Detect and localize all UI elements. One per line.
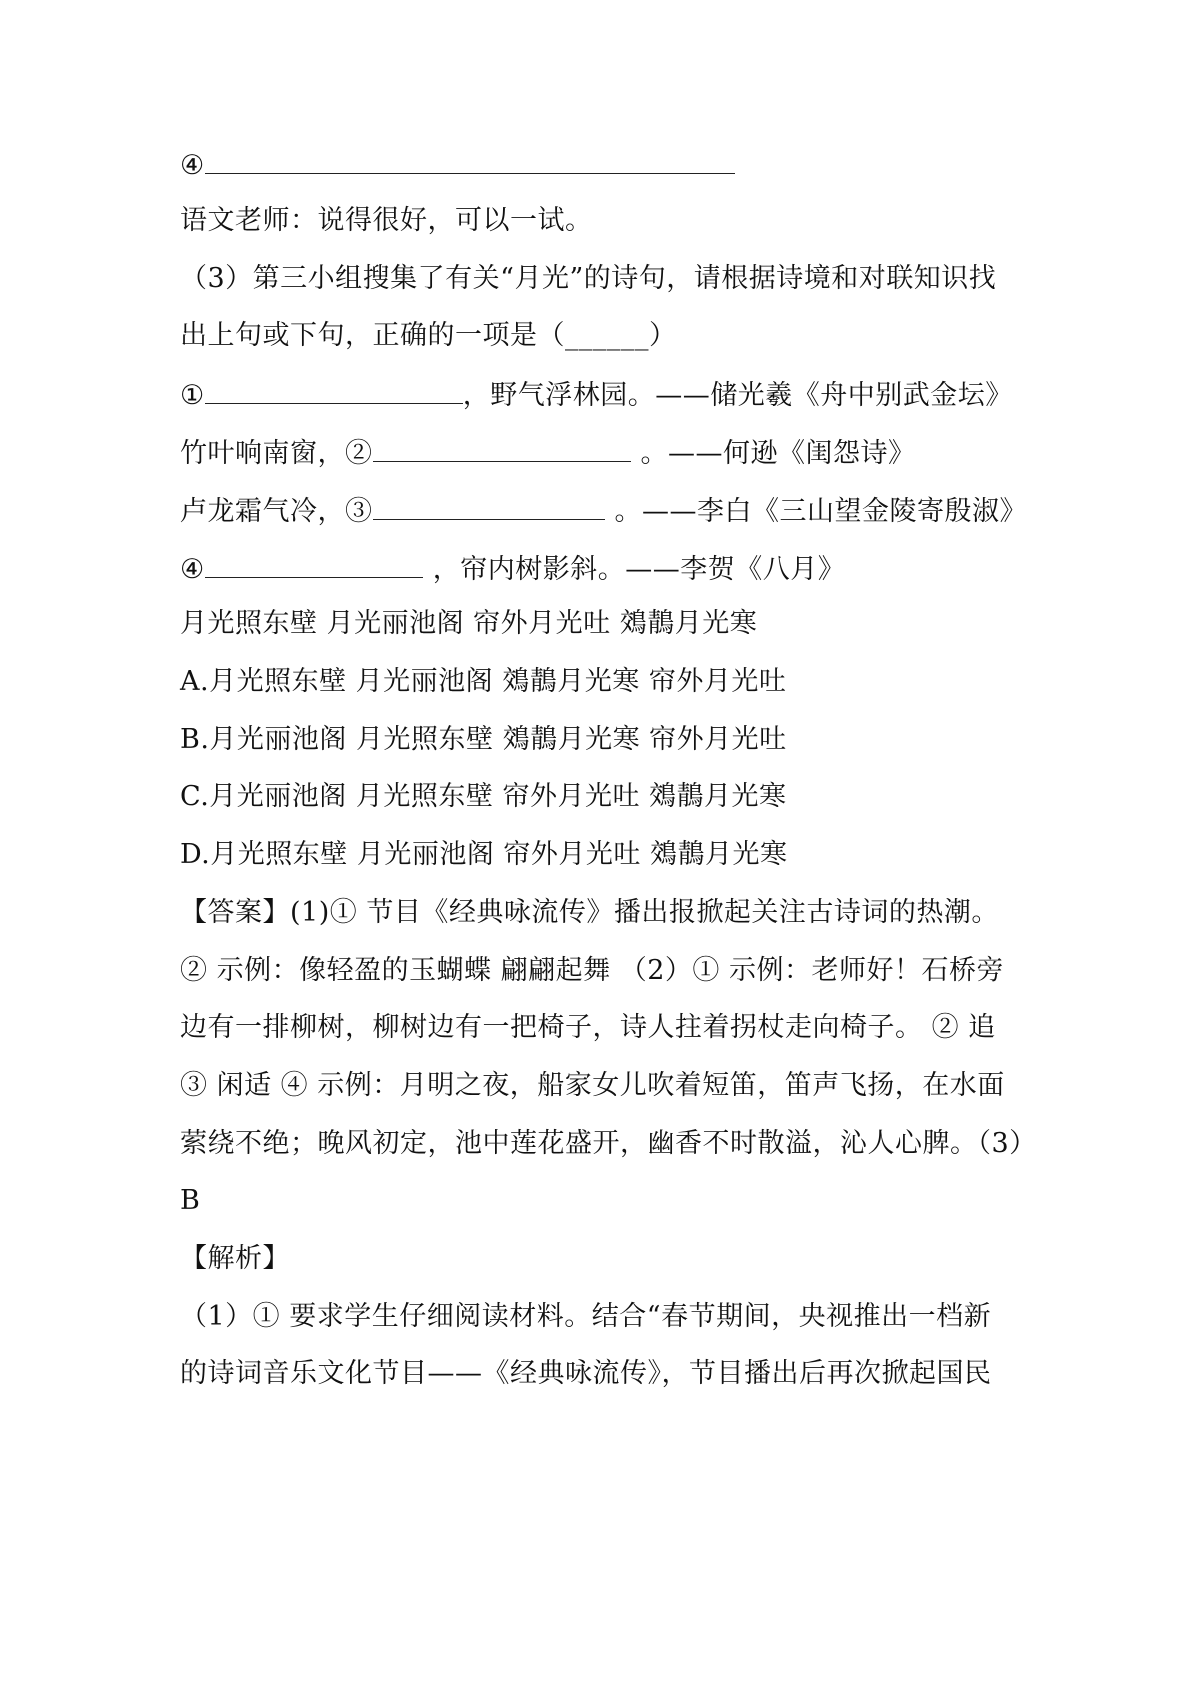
analysis-text-line: 的诗词音乐文化节目——《经典咏流传》，节目播出后再次掀起国民 bbox=[180, 1358, 992, 1389]
line-prefix: ④ bbox=[180, 554, 205, 585]
poem-line-1 bbox=[180, 375, 1020, 414]
answer-text-line: ③ 闲适 ④ 示例：月明之夜，船家女儿吹着短笛，笛声飞扬，在水面 bbox=[180, 1070, 1005, 1101]
option-b: B.月光丽池阁 月光照东壁 鵁鶄月光寒 帘外月光吐 bbox=[180, 724, 787, 755]
line-prefix: 卢龙霜气冷，③ bbox=[180, 496, 373, 527]
line-suffix: ，野气浮林园。——储光羲《舟中别武金坛》 bbox=[462, 380, 1013, 411]
fill-in-blank[interactable] bbox=[373, 433, 631, 462]
option-c: C.月光丽池阁 月光照东壁 帘外月光吐 鵁鶄月光寒 bbox=[180, 781, 787, 812]
answer-text-line: 边有一排柳树，柳树边有一把椅子，诗人拄着拐杖走向椅子。 ② 追 bbox=[180, 1012, 996, 1043]
poem-line-3 bbox=[180, 491, 1027, 530]
option-a: A.月光照东壁 月光丽池阁 鵁鶄月光寒 帘外月光吐 bbox=[180, 666, 787, 697]
word-bank: 月光照东壁 月光丽池阁 帘外月光吐 鵁鶄月光寒 bbox=[180, 608, 758, 639]
analysis-heading: 【解析】 bbox=[180, 1243, 290, 1274]
question-3-text: （3）第三小组搜集了有关“月光”的诗句，请根据诗境和对联知识找 bbox=[180, 263, 997, 294]
analysis-text-line: （1）① 要求学生仔细阅读材料。结合“春节期间，央视推出一档新 bbox=[180, 1301, 992, 1332]
line-prefix: 竹叶响南窗，② bbox=[180, 438, 373, 469]
line-prefix: ④ bbox=[180, 150, 205, 181]
text-line-blank-4 bbox=[180, 145, 1020, 184]
fill-in-blank[interactable] bbox=[373, 491, 605, 520]
option-d: D.月光照东壁 月光丽池阁 帘外月光吐 鵁鶄月光寒 bbox=[180, 839, 788, 870]
line-suffix: 。——李白《三山望金陵寄殷淑》 bbox=[614, 496, 1027, 527]
line-suffix: 。——何逊《闺怨诗》 bbox=[640, 438, 916, 469]
poem-line-2 bbox=[180, 433, 1020, 472]
fill-in-blank[interactable] bbox=[205, 145, 735, 174]
text-line: 语文老师：说得很好，可以一试。 bbox=[180, 205, 593, 236]
answer-text-line: ② 示例：像轻盈的玉蝴蝶 翩翩起舞 （2）① 示例：老师好！石桥旁 bbox=[180, 955, 1005, 986]
text-line: 出上句或下句，正确的一项是（______） bbox=[180, 320, 677, 351]
poem-line-4 bbox=[180, 549, 1020, 588]
answer-text-line: 萦绕不绝；晚风初定，池中莲花盛开，幽香不时散溢，沁人心脾。（3） bbox=[180, 1128, 1037, 1159]
line-suffix: ，帘内树影斜。——李贺《八月》 bbox=[432, 554, 846, 585]
fill-in-blank[interactable] bbox=[205, 549, 423, 578]
answer-heading-line: 【答案】(1)① 节目《经典咏流传》播出报掀起关注古诗词的热潮。 bbox=[180, 897, 999, 928]
line-prefix: ① bbox=[180, 380, 205, 411]
fill-in-blank[interactable] bbox=[205, 375, 463, 404]
answer-text-line: B bbox=[180, 1185, 201, 1216]
